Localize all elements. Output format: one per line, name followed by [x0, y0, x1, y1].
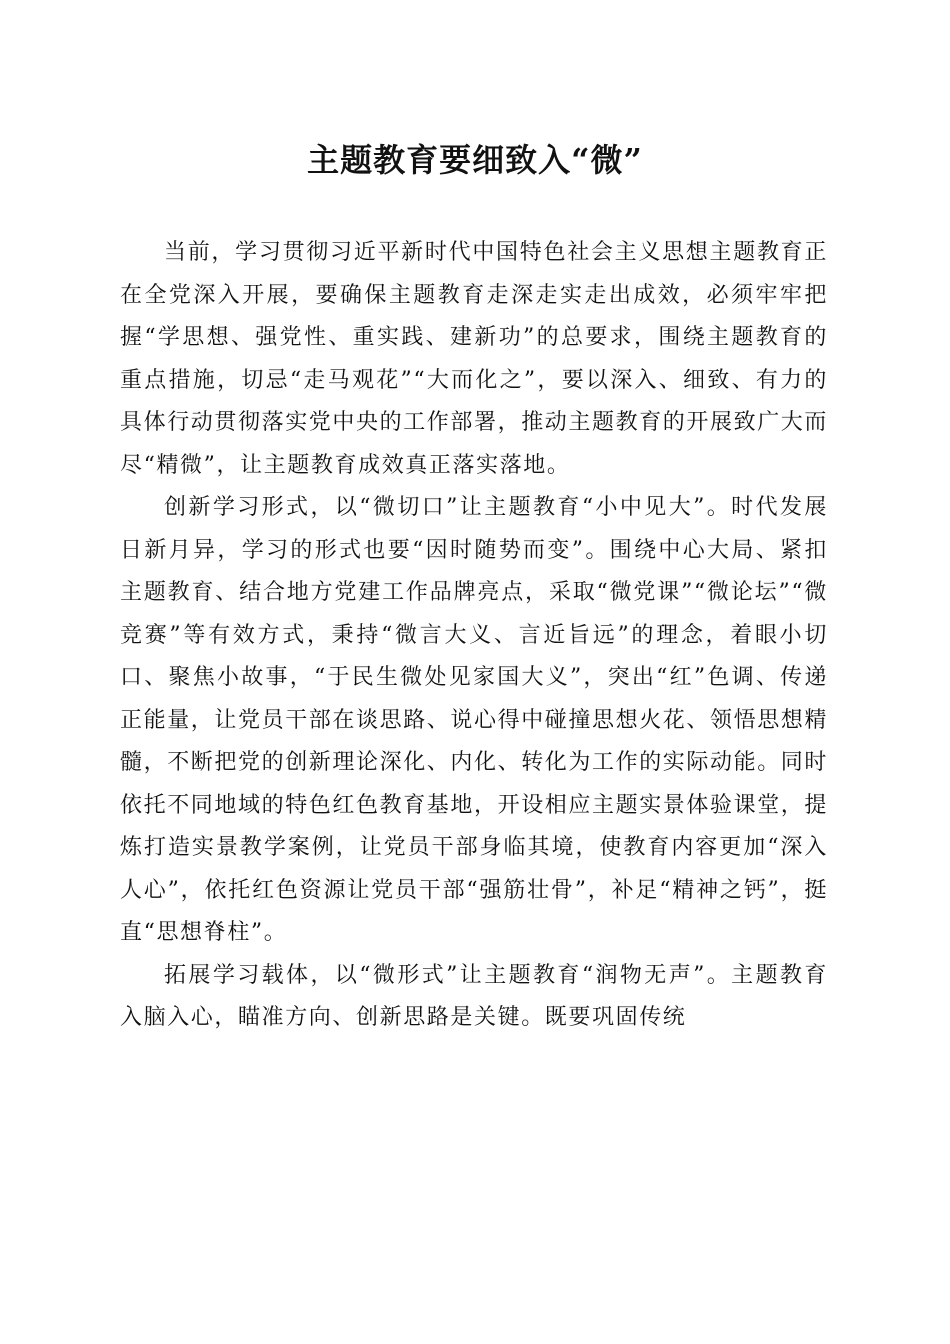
paragraph-intro: 当前，学习贯彻习近平新时代中国特色社会主义思想主题教育正在全党深入开展，要确保主题教育走深走实走出成效，必须牢牢把握“学思想、强党性、重实践、建新功”的总要求，围绕主题教育的重点措施，切忌“走马观花”“大而化之”，要以深入、细致、有力的具体行动贯彻落实党中央的工作部署，推动主题教育的开展致广大而尽“精微”，让主题教育成效真正落实落地。: [120, 240, 829, 478]
document-title: 主题教育要细致入“微”: [307, 141, 643, 179]
paragraph-learning-carrier: 拓展学习载体，以“微形式”让主题教育“润物无声”。主题教育入脑入心，瞄准方向、创新思路是关键。既要巩固传统: [120, 962, 828, 1030]
document-body: [120, 232, 828, 1040]
paragraph-learning-form: 创新学习形式，以“微切口”让主题教育“小中见大”。时代发展日新月异，学习的形式也要“因时随势而变”。围绕中心大局、紧扣主题教育、结合地方党建工作品牌亮点，采取“微党课”“微论坛”“微竞赛”等有效方式，秉持“微言大义、言近旨远”的理念，着眼小切口、聚焦小故事，“于民生微处见家国大义”，突出“红”色调、传递正能量，让党员干部在谈思路、说心得中碰撞思想火花、领悟思想精髓，不断把党的创新理论深化、内化、转化为工作的实际动能。同时依托不同地域的特色红色教育基地，开设相应主题实景体验课堂，提炼打造实景教学案例，让党员干部身临其境，使教育内容更加“深入人心”，依托红色资源让党员干部“强筋壮骨”，补足“精神之钙”，挺直“思想脊柱”。: [120, 495, 829, 945]
